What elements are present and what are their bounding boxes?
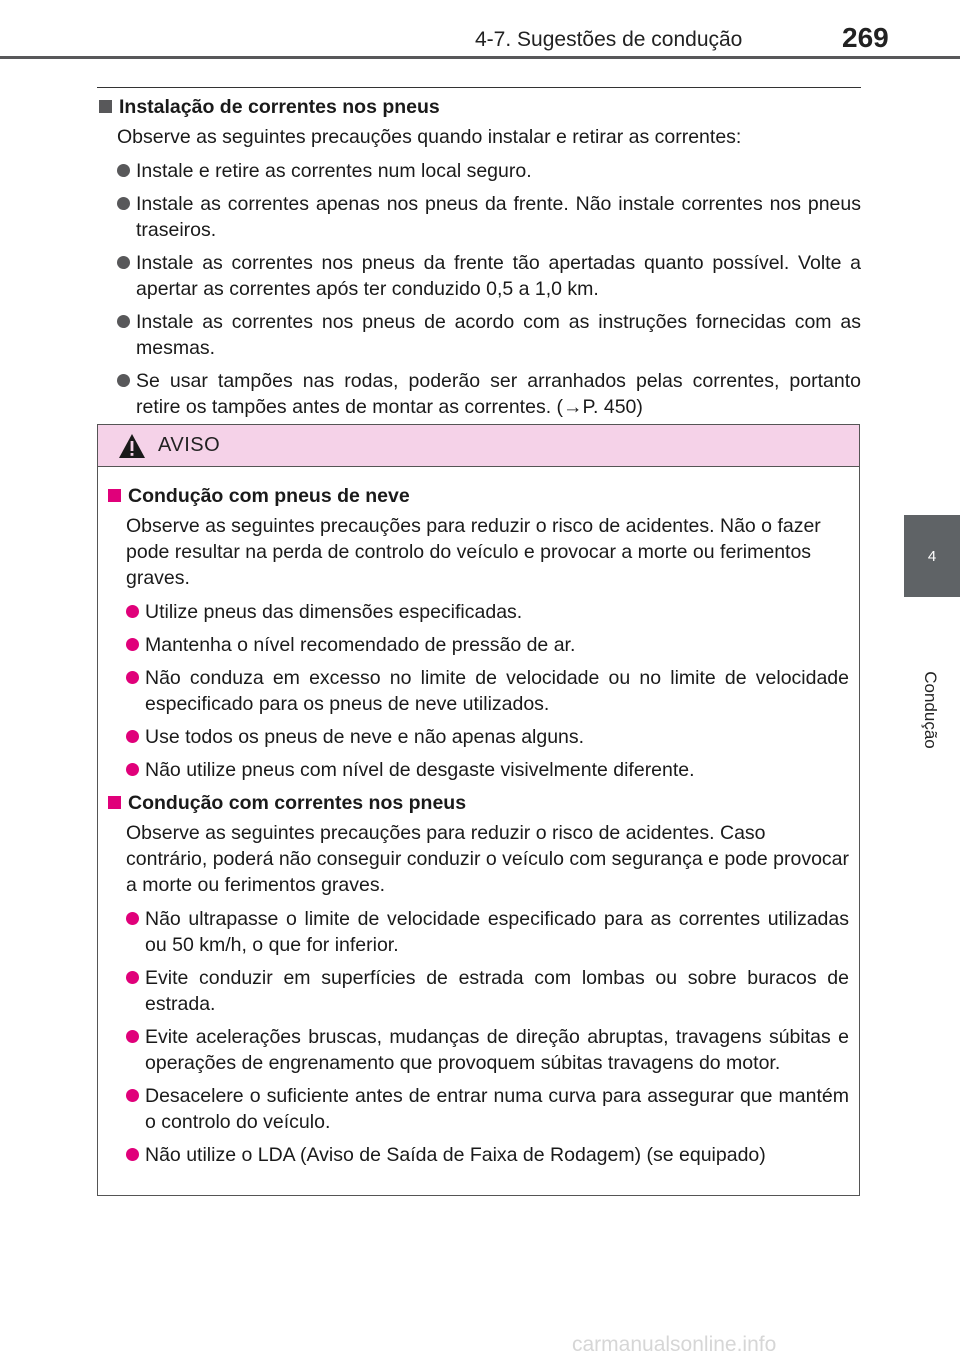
bullet-dot-icon bbox=[126, 763, 139, 776]
warning-triangle-icon bbox=[118, 433, 146, 459]
warning-intro: Observe as seguintes precauções para reduzir o risco de acidentes. Não o fazer pode resultar na perda de controlo do veículo e provocar a morte ou ferimentos graves. bbox=[126, 515, 821, 589]
chapter-label bbox=[920, 671, 940, 749]
section-heading bbox=[97, 94, 861, 120]
list-item: Não conduza em excesso no limite de velocidade ou no limite de velocidade especificado para os pneus de neve utilizados. bbox=[126, 665, 849, 717]
warning-body bbox=[98, 467, 859, 1168]
bullet-dot-icon bbox=[126, 912, 139, 925]
section-title: 4-7. Sugestões de condução bbox=[475, 28, 743, 51]
list-item: Evite acelerações bruscas, mudanças de direção abruptas, travagens súbitas e operações de engrenamento que provoquem súbitas travagens do motor. bbox=[126, 1024, 849, 1076]
bullet-dot-icon bbox=[126, 1089, 139, 1102]
list-item: Instale as correntes apenas nos pneus da frente. Não instale correntes nos pneus traseiros. bbox=[117, 191, 861, 243]
list-item: Instale as correntes nos pneus da frente tão apertadas quanto possível. Volte a apertar as correntes após ter conduzido 0,5 a 1,0 km. bbox=[117, 250, 861, 302]
bullet-dot-icon bbox=[117, 164, 130, 177]
bullet-dot-icon bbox=[126, 671, 139, 684]
section-heading-text: Instalação de correntes nos pneus bbox=[119, 96, 440, 118]
list-item: Mantenha o nível recomendado de pressão de ar. bbox=[126, 632, 849, 658]
bullet-dot-icon bbox=[117, 315, 130, 328]
page-header bbox=[0, 0, 960, 68]
warning-heading-snow bbox=[106, 483, 849, 509]
bullet-dot-icon bbox=[126, 1030, 139, 1043]
list-item: Não ultrapasse o limite de velocidade especificado para as correntes utilizadas ou 50 km/h, o que for inferior. bbox=[126, 906, 849, 958]
warning-box bbox=[97, 424, 860, 1196]
bullet-dot-icon bbox=[117, 374, 130, 387]
chapter-label-text: Condução bbox=[921, 671, 940, 749]
bullet-dot-icon bbox=[117, 197, 130, 210]
list-item: Se usar tampões nas rodas, poderão ser arranhados pelas correntes, portanto retire os tampões antes de montar as correntes. (→P. 450) bbox=[117, 368, 861, 420]
list-item: Não utilize pneus com nível de desgaste visivelmente diferente. bbox=[126, 757, 849, 783]
bullet-dot-icon bbox=[126, 730, 139, 743]
bullet-dot-icon bbox=[126, 638, 139, 651]
header-rule bbox=[0, 56, 960, 59]
square-bullet-icon bbox=[108, 489, 121, 502]
warning-heading-text: Condução com pneus de neve bbox=[128, 485, 410, 507]
list-item: Use todos os pneus de neve e não apenas alguns. bbox=[126, 724, 849, 750]
chapter-number: 4 bbox=[927, 547, 937, 565]
warning-heading-chains bbox=[106, 790, 849, 816]
page-number: 269 bbox=[842, 22, 889, 53]
warning-label: AVISO bbox=[158, 434, 221, 456]
warning-header bbox=[98, 425, 859, 467]
bullet-dot-icon bbox=[126, 605, 139, 618]
warning-intro: Observe as seguintes precauções para reduzir o risco de acidentes. Caso contrário, poderá não conseguir conduzir o veículo com segurança e pode provocar a morte ou ferimentos graves. bbox=[126, 822, 850, 896]
square-bullet-icon bbox=[99, 100, 112, 113]
content-top-rule bbox=[97, 87, 861, 88]
bullet-dot-icon bbox=[117, 256, 130, 269]
warning-heading-text: Condução com correntes nos pneus bbox=[128, 792, 467, 814]
section-intro: Observe as seguintes precauções quando instalar e retirar as correntes: bbox=[117, 126, 742, 148]
list-item: Instale e retire as correntes num local seguro. bbox=[117, 158, 861, 184]
watermark: carmanualsonline.info bbox=[572, 1333, 777, 1356]
square-bullet-icon bbox=[108, 796, 121, 809]
list-item: Utilize pneus das dimensões especificadas. bbox=[126, 599, 849, 625]
bullet-dot-icon bbox=[126, 971, 139, 984]
section-chains bbox=[97, 94, 861, 427]
list-item: Não utilize o LDA (Aviso de Saída de Faixa de Rodagem) (se equipado) bbox=[126, 1142, 849, 1168]
bullet-dot-icon bbox=[126, 1148, 139, 1161]
chapter-tab bbox=[904, 515, 960, 597]
list-item: Instale as correntes nos pneus de acordo com as instruções fornecidas com as mesmas. bbox=[117, 309, 861, 361]
list-item: Desacelere o suficiente antes de entrar numa curva para assegurar que mantém o controlo do veículo. bbox=[126, 1083, 849, 1135]
list-item: Evite conduzir em superfícies de estrada com lombas ou sobre buracos de estrada. bbox=[126, 965, 849, 1017]
